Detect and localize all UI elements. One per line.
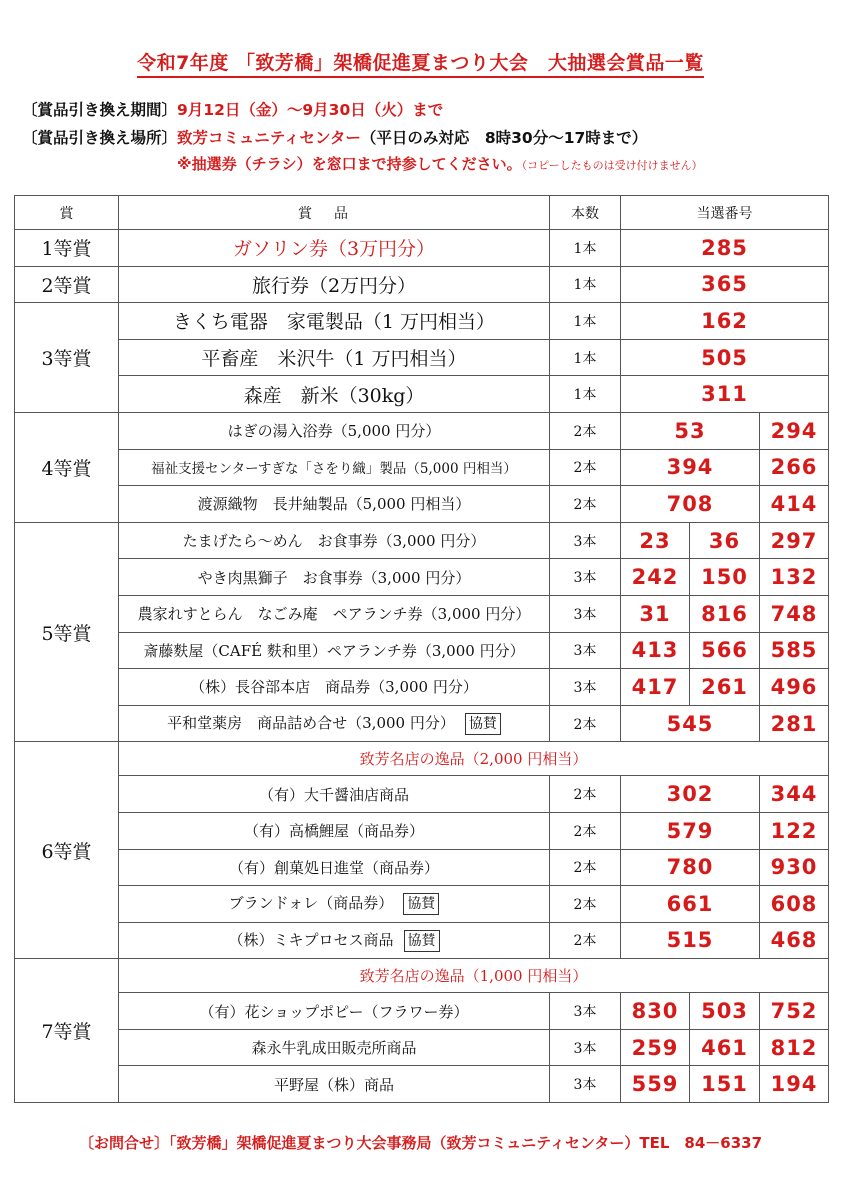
prize-item: ブランドォレ（商品券） [228,894,394,913]
prize-count: 1本 [550,303,621,340]
winning-number: 545 [621,705,760,742]
prize-item: （株）ミキプロセス商品 [228,930,394,949]
table-row [15,669,829,706]
prize-count: 2本 [550,812,621,849]
prize-count: 2本 [550,412,621,449]
contact-footer: 〔お問合せ〕「致芳橋」架橋促進夏まつり大会事務局（致芳コミュニティセンター）TEL 84－6337 [78,1134,763,1152]
prize-count: 1本 [550,266,621,303]
prize-item-cell [119,886,550,923]
winning-number: 496 [760,669,829,706]
prize-count: 2本 [550,922,621,959]
rank-label: 4等賞 [15,412,119,522]
table-row [15,376,829,413]
winning-number: 122 [760,812,829,849]
sponsor-badge: 協賛 [465,713,501,735]
prize-count: 3本 [550,522,621,559]
winning-number: 259 [621,1029,690,1066]
table-row [15,812,829,849]
prize-item: きくち電器 家電製品（1 万円相当） [119,303,550,340]
winning-number: 748 [760,595,829,632]
winning-number: 311 [621,376,829,413]
sponsor-badge: 協賛 [404,930,440,952]
prize-count: 3本 [550,559,621,596]
winning-number: 151 [690,1066,760,1103]
prize-item: 平野屋（株）商品 [119,1066,550,1103]
prize-count: 1本 [550,339,621,376]
winning-number: 585 [760,632,829,669]
winning-number: 31 [621,595,690,632]
prize-count: 2本 [550,886,621,923]
winning-number: 344 [760,776,829,813]
winning-number: 132 [760,559,829,596]
table-row [15,486,829,523]
winning-number: 461 [690,1029,760,1066]
winning-number: 417 [621,669,690,706]
winning-number: 566 [690,632,760,669]
table-row [15,776,829,813]
winning-number: 266 [760,449,829,486]
prize-item: はぎの湯入浴券（5,000 円分） [119,412,550,449]
prize-count: 3本 [550,595,621,632]
sponsor-badge: 協賛 [403,893,439,915]
winning-number: 23 [621,522,690,559]
table-row [15,412,829,449]
winning-number: 53 [621,412,760,449]
winning-number: 579 [621,812,760,849]
exchange-place-label: 〔賞品引き換え場所〕 [22,129,178,147]
prize-count: 3本 [550,993,621,1030]
winning-number: 297 [760,522,829,559]
prize-item: （株）長谷部本店 商品券（3,000 円分） [119,669,550,706]
prize-item: 旅行券（2万円分） [119,266,550,303]
prize-item: 斎藤麩屋（CAFÉ 麩和里）ペアランチ券（3,000 円分） [119,632,550,669]
prize-count: 3本 [550,1066,621,1103]
prize-item: たまげたら～めん お食事券（3,000 円分） [119,522,550,559]
prize-count: 2本 [550,486,621,523]
winning-number: 515 [621,922,760,959]
prize-count: 2本 [550,849,621,886]
table-row [15,522,829,559]
exchange-place-hours: （平日のみ対応 8時30分～17時まで） [360,129,648,147]
table-row [15,230,829,267]
table-row [15,595,829,632]
prize-item: 農家れすとらん なごみ庵 ペアランチ券（3,000 円分） [119,595,550,632]
prize-item: （有）高橋鯉屋（商品券） [119,812,550,849]
exchange-place [22,126,647,148]
table-row [15,303,829,340]
section-heading: 致芳名店の逸品（1,000 円相当） [119,959,829,993]
winning-number: 414 [760,486,829,523]
prize-count: 2本 [550,776,621,813]
table-row [15,632,829,669]
table-row [15,849,829,886]
winning-number: 394 [621,449,760,486]
prize-item: 福祉支援センターすぎな「さをり織」製品（5,000 円相当） [119,449,550,486]
table-header [15,196,829,230]
header-item: 賞品 [119,196,550,230]
page-title: 令和7年度 「致芳橋」架橋促進夏まつり大会 大抽選会賞品一覧 [0,48,841,75]
exchange-period [22,98,443,120]
winning-number: 242 [621,559,690,596]
table-row [15,993,829,1030]
winning-number: 503 [690,993,760,1030]
winning-number: 302 [621,776,760,813]
winning-number: 708 [621,486,760,523]
rank-label: 7等賞 [15,959,119,1103]
winning-number: 505 [621,339,829,376]
prize-item: （有）大千醤油店商品 [119,776,550,813]
winning-number: 812 [760,1029,829,1066]
prize-item: 森永牛乳成田販売所商品 [119,1029,550,1066]
prize-item: 平畜産 米沢牛（1 万円相当） [119,339,550,376]
winning-number: 281 [760,705,829,742]
header-rank: 賞 [15,196,119,230]
winning-number: 365 [621,266,829,303]
table-row [15,449,829,486]
table-row [15,1066,829,1103]
winning-number: 608 [760,886,829,923]
prize-item-cell [119,922,550,959]
table-row [15,559,829,596]
prize-table [14,195,829,1103]
prize-item: （有）花ショップポピー（フラワー券） [119,993,550,1030]
winning-number: 150 [690,559,760,596]
header-numbers: 当選番号 [621,196,829,230]
rank-label: 1等賞 [15,230,119,267]
table-row [15,959,829,993]
winning-number: 752 [760,993,829,1030]
prize-count: 3本 [550,1029,621,1066]
prize-count: 3本 [550,669,621,706]
table-row [15,742,829,776]
prize-item: 平和堂薬房 商品詰め合せ（3,000 円分） [167,714,455,733]
winning-number: 780 [621,849,760,886]
winning-number: 36 [690,522,760,559]
prize-item: やき肉黒獅子 お食事券（3,000 円分） [119,559,550,596]
exchange-place-value: 致芳コミュニティセンター [177,129,361,147]
winning-number: 468 [760,922,829,959]
rank-label: 3等賞 [15,303,119,413]
winning-number: 816 [690,595,760,632]
prize-count: 2本 [550,705,621,742]
exchange-period-value: 9月12日（金）～9月30日（火）まで [177,101,444,119]
prize-count: 1本 [550,230,621,267]
winning-number: 194 [760,1066,829,1103]
winning-number: 162 [621,303,829,340]
winning-number: 661 [621,886,760,923]
winning-number: 285 [621,230,829,267]
winning-number: 559 [621,1066,690,1103]
prize-item: 渡源織物 長井紬製品（5,000 円相当） [119,486,550,523]
header-count: 本数 [550,196,621,230]
exchange-period-label: 〔賞品引き換え期間〕 [22,101,178,119]
prize-item-cell [119,705,550,742]
prize-item: （有）創菓処日進堂（商品券） [119,849,550,886]
prize-count: 3本 [550,632,621,669]
table-row [15,886,829,923]
winning-number: 294 [760,412,829,449]
section-heading: 致芳名店の逸品（2,000 円相当） [119,742,829,776]
winning-number: 261 [690,669,760,706]
winning-number: 413 [621,632,690,669]
table-row [15,1029,829,1066]
table-row [15,339,829,376]
rank-label: 5等賞 [15,522,119,742]
prize-count: 2本 [550,449,621,486]
winning-number: 930 [760,849,829,886]
notice [177,153,703,174]
table-row [15,266,829,303]
winning-number: 830 [621,993,690,1030]
prize-item: 森産 新米（30kg） [119,376,550,413]
table-row [15,705,829,742]
prize-count: 1本 [550,376,621,413]
rank-label: 2等賞 [15,266,119,303]
table-row [15,922,829,959]
prize-item: ガソリン券（3万円分） [119,230,550,267]
notice-small: （コピーしたものは受け付けません） [521,159,703,172]
notice-main: ※抽選券（チラシ）を窓口まで持参してください。 [177,155,522,173]
rank-label: 6等賞 [15,742,119,959]
